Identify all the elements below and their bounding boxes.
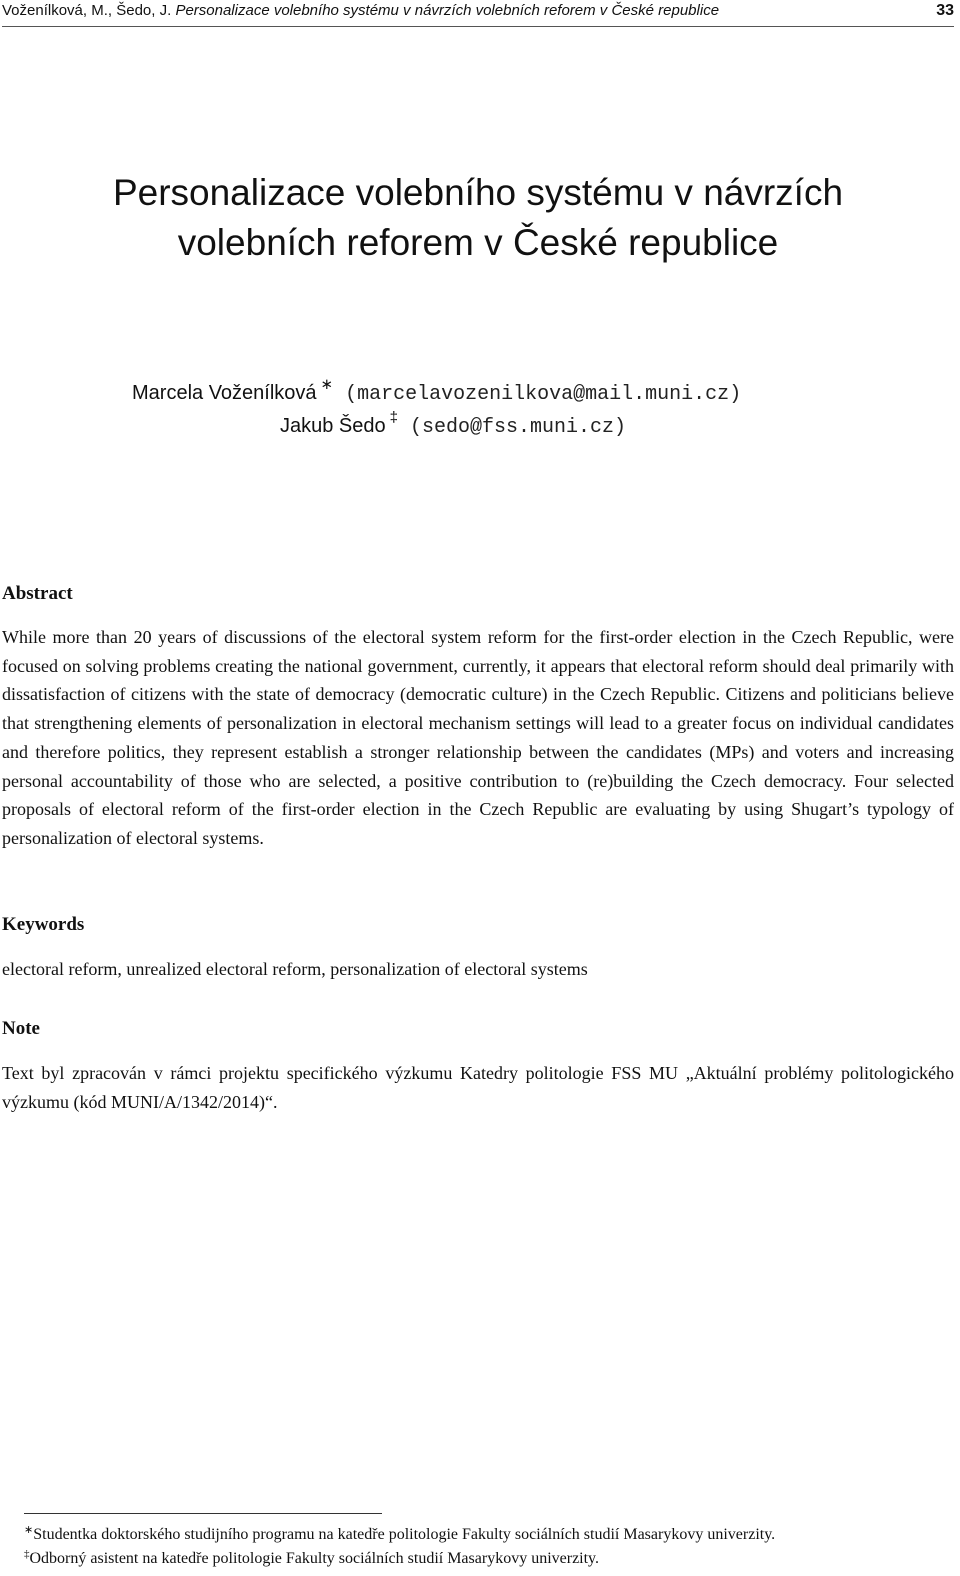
footnote-text: Odborný asistent na katedře politologie Fakulty sociálních studií Masarykovy univerzity. — [29, 1550, 600, 1567]
title-line-2: volebních reforem v České republice — [177, 222, 779, 263]
header-authors: Voženílková, M., Šedo, J. — [2, 2, 172, 19]
footnote-divider — [24, 1513, 382, 1514]
keywords-heading: Keywords — [2, 914, 85, 935]
abstract-heading: Abstract — [2, 583, 73, 604]
running-head-text — [2, 1, 719, 21]
paper-title — [0, 168, 956, 268]
footnote-2 — [24, 1543, 954, 1570]
author-email[interactable]: (marcelavozenilkova@mail.muni.cz) — [345, 383, 742, 406]
author-name: Jakub Šedo — [280, 415, 386, 437]
note-section — [2, 1016, 954, 1042]
page-number: 33 — [936, 2, 954, 19]
keywords-section — [2, 912, 954, 938]
abstract-section — [2, 581, 954, 607]
note-heading: Note — [2, 1018, 40, 1039]
abstract-text: While more than 20 years of discussions of the electoral system reform for the first-order election in the Czech Republic, were focused on solving problems creating the national government, currently, it appears that electoral reform should deal primarily with dissatisfaction of citizens with the state of democracy (democratic culture) in the Czech Republic. Citizens and politicians believe that strengthening elements of personalization in electoral mechanism settings will lead to a greater focus on individual candidates and therefore politics, they represent establish a stronger relationship between the candidates (MPs) and voters and increasing personal accountability of those who are selected, a positive contribution to (re)building the Czech democracy. Four selected proposals of electoral reform of the first-order election in the Czech Republic are evaluating by using Shugart’s typology of personalization of electoral systems. — [2, 627, 954, 848]
footnote-mark: ∗ — [24, 1524, 34, 1536]
running-header — [2, 0, 954, 27]
author-footnote-mark: ∗ — [320, 376, 334, 393]
author-footnote-mark: ‡ — [389, 409, 398, 426]
author-email[interactable]: (sedo@fss.muni.cz) — [409, 416, 627, 439]
title-line-1: Personalizace volebního systému v návrzích — [112, 172, 844, 213]
footnote-mark: ‡ — [24, 1548, 30, 1560]
keywords-body — [2, 955, 954, 984]
author-name: Marcela Voženílková — [132, 382, 317, 404]
note-body — [2, 1059, 954, 1116]
header-running-title: Personalizace volebního systému v návrzích volebních reforem v České republice — [175, 2, 720, 19]
keywords-text: electoral reform, unrealized electoral reform, personalization of electoral systems — [2, 959, 588, 979]
footnote-text: Studentka doktorského studijního programu na katedře politologie Fakulty sociálních studií Masarykovy univerzity. — [33, 1526, 776, 1543]
author-2 — [280, 403, 626, 443]
abstract-body — [2, 623, 954, 853]
note-text: Text byl zpracován v rámci projektu specifického výzkumu Katedry politologie FSS MU „Aktuální problémy politologického výzkumu (kód MUNI/A/1342/2014)“. — [2, 1063, 954, 1112]
footnote-1 — [24, 1519, 954, 1546]
